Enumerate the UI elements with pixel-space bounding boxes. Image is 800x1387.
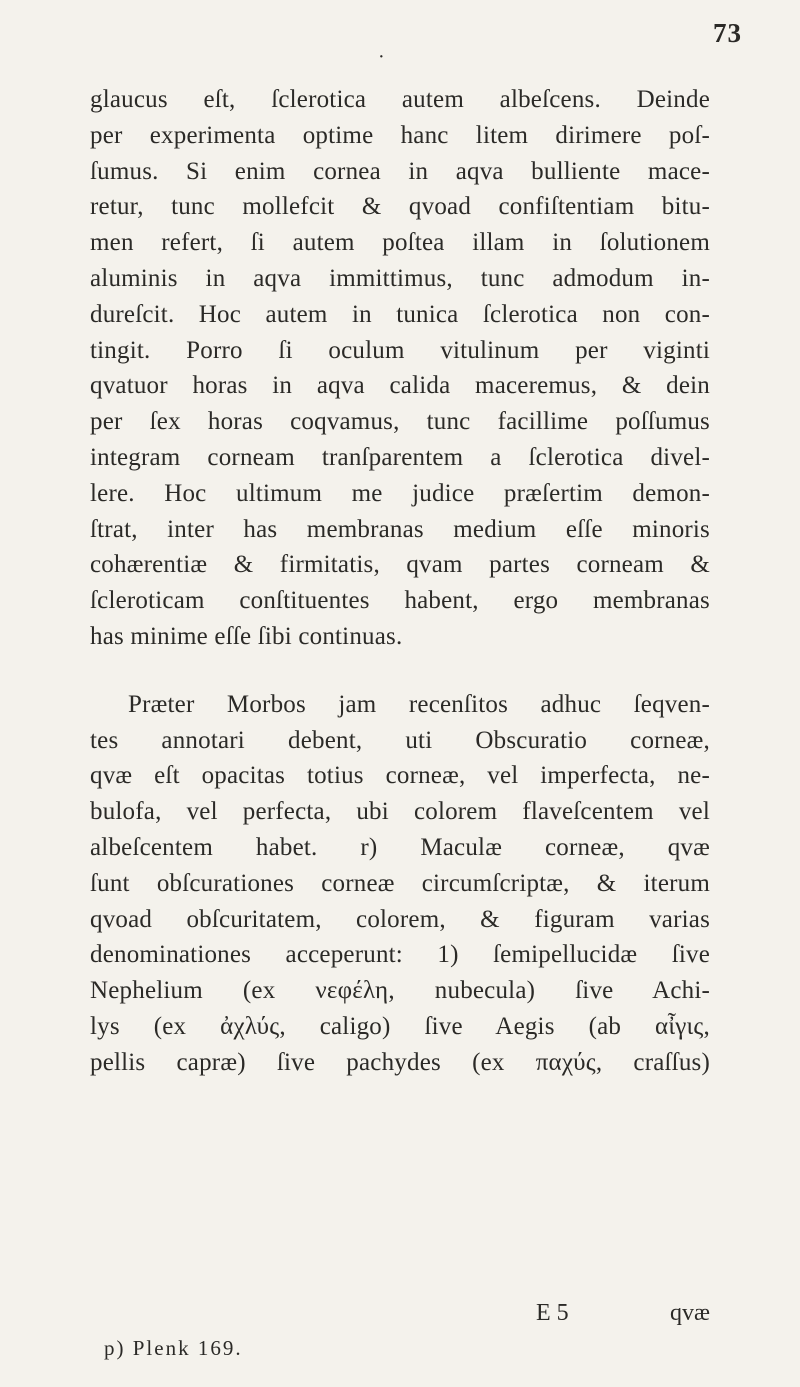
text-line: per experimenta optime hanc litem dirimere poſ- bbox=[90, 121, 710, 149]
text-line: dureſcit. Hoc autem in tunica ſclerotica non con- bbox=[90, 300, 710, 328]
text-line: integram corneam tranſparentem a ſclerotica divel- bbox=[90, 443, 710, 471]
text-line: cohærentiæ & firmitatis, qvam partes corneam & bbox=[90, 551, 710, 579]
signature-row bbox=[0, 1300, 800, 1336]
text-line: ſcleroticam conſtituentes habent, ergo membranas bbox=[90, 587, 710, 615]
text-line: pellis capræ) ſive pachydes (ex παχύς, craſſus) bbox=[90, 1048, 710, 1076]
text-line: has minime eſſe ſibi continuas. bbox=[90, 622, 403, 650]
text-line: Nephelium (ex νεφέλη, nubecula) ſive Achi- bbox=[90, 977, 710, 1005]
text-line: qvoad obſcuritatem, colorem, & figuram varias bbox=[90, 905, 710, 933]
text-line: bulofa, vel perfecta, ubi colorem flaveſcentem vel bbox=[90, 798, 710, 826]
text-line: qvæ eſt opacitas totius corneæ, vel imperfecta, ne- bbox=[90, 762, 710, 790]
text-line: glaucus eſt, ſclerotica autem albeſcens. Deinde bbox=[90, 86, 710, 113]
signature-mark: E 5 bbox=[536, 1300, 569, 1326]
text-line: retur, tunc mollefcit & qvoad confiſtentiam bitu- bbox=[90, 193, 710, 221]
text-line: Præter Morbos jam recenſitos adhuc ſeqven- bbox=[128, 690, 710, 718]
text-line: ſumus. Si enim cornea in aqva bulliente mace- bbox=[90, 157, 710, 185]
text-line: tingit. Porro ſi oculum vitulinum per viginti bbox=[90, 336, 710, 364]
text-line: ſtrat, inter has membranas medium eſſe minoris bbox=[90, 515, 710, 543]
text-line: aluminis in aqva immittimus, tunc admodum in- bbox=[90, 264, 710, 292]
text-line: lere. Hoc ultimum me judice præſertim demon- bbox=[90, 479, 710, 507]
main-text bbox=[90, 82, 710, 1081]
paragraph-gap bbox=[90, 655, 710, 687]
page-number: 73 bbox=[713, 18, 742, 48]
catch-word: qvæ bbox=[670, 1300, 711, 1326]
text-line: lys (ex ἀχλύς, caligo) ſive Aegis (ab αἶγις, bbox=[90, 1012, 710, 1040]
text-line: denominationes acceperunt: 1) ſemipellucidæ ſive bbox=[90, 941, 710, 969]
text-line: albeſcentem habet. r) Maculæ corneæ, qvæ bbox=[90, 833, 710, 861]
ink-dot: · bbox=[378, 46, 385, 68]
text-line: qvatuor horas in aqva calida maceremus, & dein bbox=[90, 372, 710, 400]
text-line: tes annotari debent, uti Obscuratio corneæ, bbox=[90, 726, 710, 754]
text-line: men refert, ſi autem poſtea illam in ſolutionem bbox=[90, 229, 710, 257]
text-line: ſunt obſcurationes corneæ circumſcriptæ, & iterum bbox=[90, 869, 710, 897]
text-line: per ſex horas coqvamus, tunc facillime poſſumus bbox=[90, 408, 710, 436]
footnote: p) Plenk 169. bbox=[104, 1336, 243, 1360]
